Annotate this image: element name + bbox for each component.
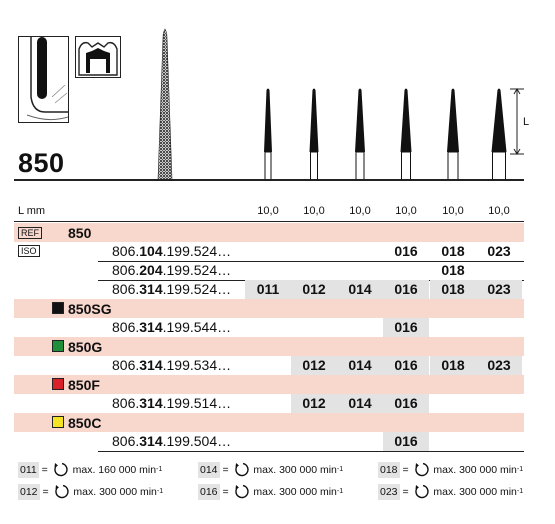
size-cell: 016 (383, 318, 429, 337)
color-code-swatch (52, 416, 64, 428)
article-shank-code: 204 (139, 262, 163, 278)
bur-head (492, 89, 507, 153)
bur-silhouette (489, 88, 509, 182)
speed-size-code: 016 (200, 486, 218, 498)
iso-tag: ISO (18, 245, 40, 257)
speed-entry (18, 484, 163, 500)
rotation-speed-icon (414, 484, 429, 499)
article-shank-code: 104 (139, 243, 163, 259)
article-number (112, 242, 231, 262)
equals-sign: = (38, 464, 51, 476)
article-prefix: 806. (112, 433, 140, 449)
size-cell: 014 (337, 280, 383, 299)
article-number (112, 394, 231, 414)
size-cell: 018 (430, 280, 476, 299)
size-cell: 016 (383, 280, 429, 299)
rotation-speed-icon (234, 462, 249, 477)
speed-unit-exponent: -1 (516, 466, 524, 473)
group-header-row (14, 375, 524, 394)
equals-sign: = (219, 464, 232, 476)
size-cell: 016 (383, 432, 429, 451)
speed-unit-exponent: -1 (336, 466, 344, 473)
rotation-speed-icon (234, 484, 249, 499)
speed-text: max. 300 000 min (70, 486, 157, 498)
row-rule (98, 451, 524, 452)
speed-text: max. 300 000 min (430, 464, 517, 476)
size-cell: 016 (394, 243, 418, 259)
table-row (14, 261, 524, 280)
equals-sign: = (219, 486, 232, 498)
speed-entry (198, 484, 343, 500)
size-cell: 023 (487, 243, 511, 259)
article-prefix: 806. (112, 262, 140, 278)
rotation-speed-icon (53, 462, 68, 477)
article-shank-code: 314 (139, 281, 163, 297)
speed-unit-exponent: -1 (156, 466, 163, 473)
size-cell: 023 (476, 356, 522, 375)
article-number (112, 318, 231, 338)
speed-text: max. 160 000 min (69, 464, 157, 476)
speed-text: max. 300 000 min (430, 486, 517, 498)
group-name: 850F (68, 377, 100, 393)
article-prefix: 806. (112, 319, 140, 335)
color-code-swatch (52, 378, 64, 390)
bur-shank (448, 152, 458, 180)
length-value: 10,0 (395, 205, 417, 217)
table-row (14, 432, 524, 451)
speed-unit-exponent: -1 (156, 488, 164, 495)
crown-icon (76, 37, 120, 77)
size-cell: 012 (291, 356, 337, 375)
article-prefix: 806. (112, 281, 140, 297)
article-suffix: .199.524… (162, 262, 232, 278)
table-row (14, 394, 524, 413)
article-shank-code: 314 (139, 319, 163, 335)
equals-sign: = (39, 486, 52, 498)
group-name: 850 (68, 225, 92, 241)
speed-size-code: 018 (380, 464, 398, 476)
bur-silhouette (350, 88, 370, 182)
scale-label: L (523, 116, 530, 128)
article-number (112, 280, 231, 300)
bur-silhouette (304, 88, 324, 182)
length-value: 10,0 (303, 205, 325, 217)
article-suffix: .199.524… (162, 243, 232, 259)
bur-textured-illustration (154, 28, 176, 181)
bur-in-tooth-icon (19, 37, 68, 122)
bur-shank (311, 152, 318, 180)
bur-shank (356, 152, 364, 180)
table-row (14, 356, 524, 375)
iso-row-rule (112, 261, 524, 262)
size-cell: 011 (245, 280, 291, 299)
size-cell: 018 (441, 243, 465, 259)
size-cell: 014 (337, 394, 383, 413)
tooth-section-thumbnail (18, 36, 69, 123)
length-unit-label: L mm (18, 205, 46, 217)
size-cell: 014 (337, 356, 383, 375)
crown-preparation-thumbnail (75, 36, 121, 78)
bur-silhouette (396, 88, 416, 182)
size-cell: 016 (383, 356, 429, 375)
article-shank-code: 314 (139, 357, 163, 373)
speed-size-code: 012 (20, 486, 38, 498)
speed-unit-exponent: -1 (516, 488, 524, 495)
article-suffix: .199.504… (162, 433, 232, 449)
size-cell: 012 (291, 394, 337, 413)
bur-head (401, 89, 412, 153)
speed-entry (18, 462, 162, 478)
article-shank-code: 314 (139, 433, 163, 449)
ref-tag: REF (18, 227, 42, 239)
size-cell: 018 (441, 262, 465, 278)
length-value: 10,0 (257, 205, 279, 217)
article-suffix: .199.514… (162, 395, 232, 411)
rotation-speed-icon (54, 484, 69, 499)
bur-shank (265, 152, 271, 180)
bur-shank (402, 152, 411, 180)
group-header-row (14, 413, 524, 432)
size-cell: 018 (430, 356, 476, 375)
article-suffix: .199.524… (162, 281, 232, 297)
article-number (112, 261, 231, 281)
group-header-row (14, 223, 524, 242)
size-cell: 023 (476, 280, 522, 299)
rotation-speed-icon (414, 462, 429, 477)
group-name: 850C (68, 415, 102, 431)
equals-sign: = (399, 464, 412, 476)
group-name: 850G (68, 339, 103, 355)
speed-size-code: 014 (200, 464, 218, 476)
article-prefix: 806. (112, 395, 140, 411)
speed-size-code: 011 (20, 464, 37, 476)
speed-entry (198, 462, 343, 478)
speed-unit-exponent: -1 (336, 488, 344, 495)
speed-entry (378, 462, 523, 478)
size-cell: 012 (291, 280, 337, 299)
bur-silhouette (443, 88, 463, 182)
group-header-row (14, 299, 524, 318)
bur-head (447, 89, 459, 153)
article-shank-code: 314 (139, 395, 163, 411)
equals-sign: = (399, 486, 412, 498)
table-row (14, 318, 524, 337)
length-value: 10,0 (349, 205, 371, 217)
baseline-divider (14, 179, 524, 181)
table-row (14, 242, 524, 261)
group-header-row (14, 337, 524, 356)
speed-text: max. 300 000 min (250, 486, 337, 498)
size-cell: 016 (383, 394, 429, 413)
article-prefix: 806. (112, 243, 140, 259)
speed-text: max. 300 000 min (250, 464, 337, 476)
speed-entry (378, 484, 523, 500)
model-number: 850 (18, 148, 65, 178)
bur-silhouette (258, 88, 278, 182)
speed-size-code: 023 (380, 486, 398, 498)
article-number (112, 356, 231, 376)
color-code-swatch (52, 302, 64, 314)
table-row (14, 280, 524, 299)
length-value: 10,0 (488, 205, 510, 217)
color-code-swatch (52, 340, 64, 352)
article-prefix: 806. (112, 357, 140, 373)
bur-shank (493, 152, 506, 180)
bur-head (355, 89, 365, 153)
bur-head (310, 89, 319, 153)
article-number (112, 432, 231, 452)
lengths-rule (14, 221, 524, 222)
group-name: 850SG (68, 301, 112, 317)
article-suffix: .199.544… (162, 319, 232, 335)
article-suffix: .199.534… (162, 357, 232, 373)
bur-head (264, 89, 272, 153)
length-value: 10,0 (442, 205, 464, 217)
